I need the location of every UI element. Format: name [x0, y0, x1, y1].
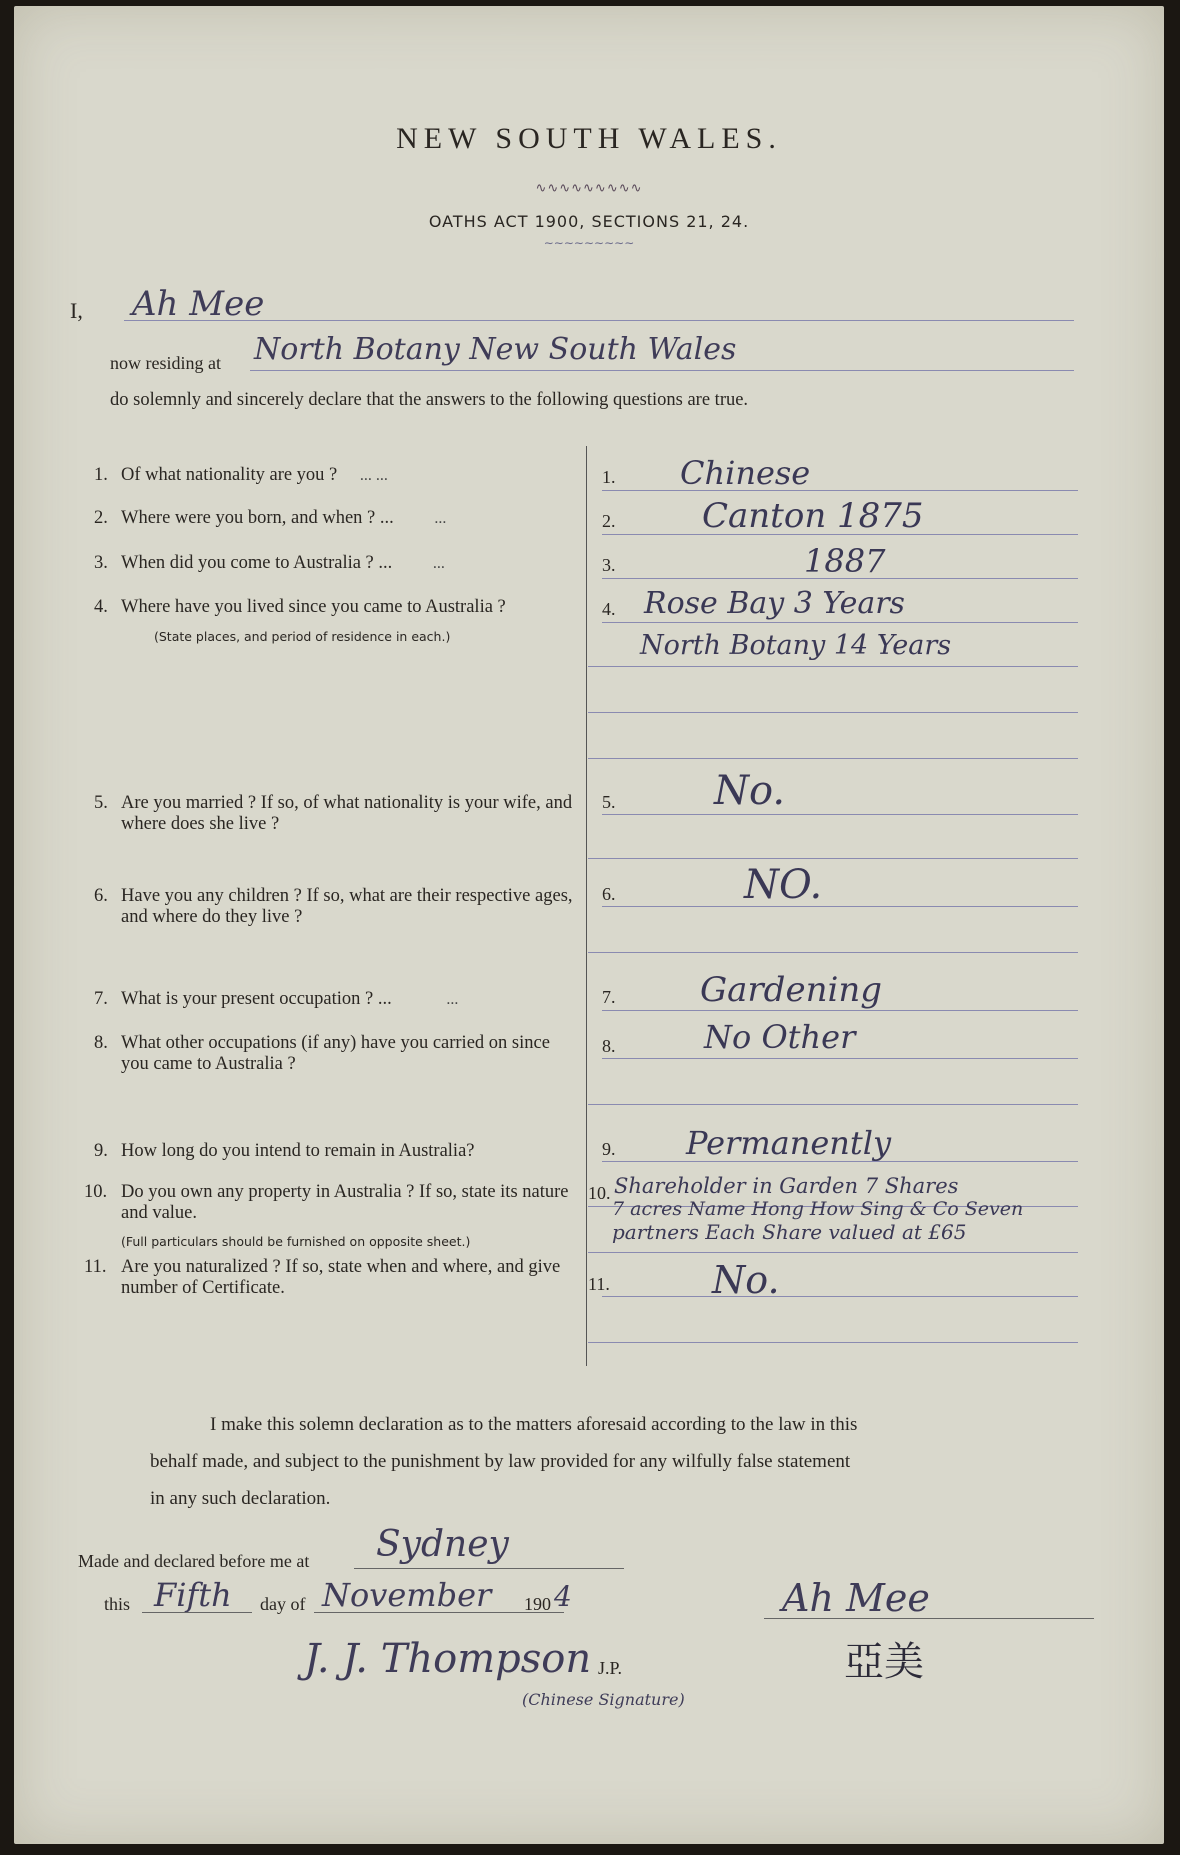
answer-11: No. — [712, 1258, 780, 1302]
question-6: 6. Have you any children ? If so, what are their respective ages, and where do they live ? — [94, 886, 573, 927]
declarant-name: Ah Mee — [132, 284, 265, 324]
question-4: 4. Where have you lived since you came to Australia ? (State places, and period of residence in each.) — [94, 597, 574, 647]
chinese-signature-note: (Chinese Signature) — [522, 1690, 685, 1709]
day-of-label: day of — [260, 1594, 306, 1614]
answer-line-1 — [602, 490, 1078, 491]
declaration-line-1: I make this solemn declaration as to the matters aforesaid according to the law in this — [210, 1414, 858, 1435]
answer-5: No. — [714, 768, 786, 814]
answer-num-3: 3. — [602, 555, 616, 575]
subtitle-ornament: ∼∼∼∼∼∼∼∼∼ — [543, 236, 635, 250]
question-5: 5. Are you married ? If so, of what nationality is your wife, and where does she live ? — [94, 793, 573, 834]
answer-line-8 — [602, 1058, 1078, 1059]
title-ornament: ∿∿∿∿∿∿∿∿∿ — [535, 180, 643, 195]
year-suffix: 4 — [554, 1580, 572, 1613]
answer-10-line-1: Shareholder in Garden 7 Shares — [614, 1174, 959, 1198]
answer-line-8b — [588, 1104, 1078, 1105]
day-line — [142, 1612, 252, 1613]
answer-line-4c — [588, 712, 1078, 713]
answer-line-4d — [588, 758, 1078, 759]
declarant-signature: Ah Mee — [782, 1576, 930, 1620]
answer-num-10: 10. — [588, 1183, 611, 1203]
answer-line-11 — [602, 1296, 1078, 1297]
answer-9: Permanently — [686, 1124, 892, 1162]
answer-num-7: 7. — [602, 987, 616, 1007]
declaration-line-3: in any such declaration. — [150, 1488, 331, 1509]
document-subtitle: OATHS ACT 1900, SECTIONS 21, 24. — [428, 212, 750, 231]
place-value: Sydney — [376, 1524, 509, 1565]
answer-line-11b — [588, 1342, 1078, 1343]
jp-label: J.P. — [598, 1658, 623, 1678]
question-10: 10. Do you own any property in Australia ? If so, state its nature and value. (Full particulars should be furnished on opposite sheet.) — [84, 1182, 574, 1252]
answer-line-6 — [602, 906, 1078, 907]
answer-3: 1887 — [804, 542, 886, 580]
answer-line-4 — [602, 622, 1078, 623]
answer-line-7 — [602, 1010, 1078, 1011]
column-divider — [586, 446, 587, 1366]
question-7: 7. What is your present occupation ? ... ... — [94, 989, 459, 1009]
question-11: 11. Are you naturalized ? If so, state when and where, and give number of Certificate. — [84, 1257, 561, 1298]
answer-8: No Other — [704, 1018, 856, 1056]
question-1: 1. Of what nationality are you ? ... ... — [94, 465, 388, 485]
answer-num-9: 9. — [602, 1139, 616, 1159]
answer-10-line-3: partners Each Share valued at £65 — [612, 1220, 967, 1244]
answer-4-line-2: North Botany 14 Years — [640, 630, 952, 661]
answer-4-line-1: Rose Bay 3 Years — [644, 586, 905, 621]
answer-num-2: 2. — [602, 511, 616, 531]
answer-num-1: 1. — [602, 467, 616, 487]
question-10-note: (Full particulars should be furnished on opposite sheet.) — [121, 1234, 471, 1249]
answer-num-11: 11. — [588, 1274, 610, 1294]
jp-signature: J. J. Thompson — [304, 1636, 592, 1682]
made-label: Made and declared before me at — [78, 1551, 310, 1571]
declarant-signature-line — [764, 1618, 1094, 1619]
answer-10-line-2: 7 acres Name Hong How Sing & Co Seven — [612, 1198, 1024, 1220]
month-value: November — [322, 1576, 492, 1614]
question-3: 3. When did you come to Australia ? ... ... — [94, 553, 445, 573]
place-line — [354, 1568, 624, 1569]
question-2: 2. Where were you born, and when ? ... ... — [94, 508, 447, 528]
this-label: this — [104, 1594, 131, 1614]
answer-1: Chinese — [680, 454, 811, 492]
answer-line-5b — [588, 858, 1078, 859]
day-value: Fifth — [154, 1576, 232, 1614]
chinese-character-signature: 亞美 — [844, 1639, 924, 1685]
document-title: NEW SOUTH WALES. — [396, 122, 782, 155]
answer-line-6b — [588, 952, 1078, 953]
residing-line — [250, 370, 1074, 371]
document-page — [14, 6, 1164, 1844]
question-4-note: (State places, and period of residence in each.) — [154, 629, 451, 644]
residing-label: now residing at — [110, 353, 221, 373]
question-9: 9. How long do you intend to remain in Australia? — [94, 1141, 475, 1161]
answer-7: Gardening — [700, 970, 883, 1010]
name-line — [124, 320, 1074, 321]
answer-num-8: 8. — [602, 1036, 616, 1056]
answer-2: Canton 1875 — [702, 496, 924, 536]
declaration-line-2: behalf made, and subject to the punishment by law provided for any wilfully false statement — [150, 1451, 851, 1472]
year-prefix: 190 — [524, 1594, 551, 1614]
answer-num-6: 6. — [602, 884, 616, 904]
declare-text: do solemnly and sincerely declare that the answers to the following questions are true. — [110, 390, 749, 410]
answer-num-5: 5. — [602, 792, 616, 812]
question-8: 8. What other occupations (if any) have you carried on since you came to Australia ? — [94, 1033, 550, 1074]
answer-line-10b — [588, 1252, 1078, 1253]
answer-line-4b — [588, 666, 1078, 667]
answer-line-5 — [602, 814, 1078, 815]
answer-num-4: 4. — [602, 599, 616, 619]
answer-6: NO. — [744, 862, 823, 908]
i-label: I, — [70, 298, 83, 323]
residing-value: North Botany New South Wales — [254, 332, 737, 367]
